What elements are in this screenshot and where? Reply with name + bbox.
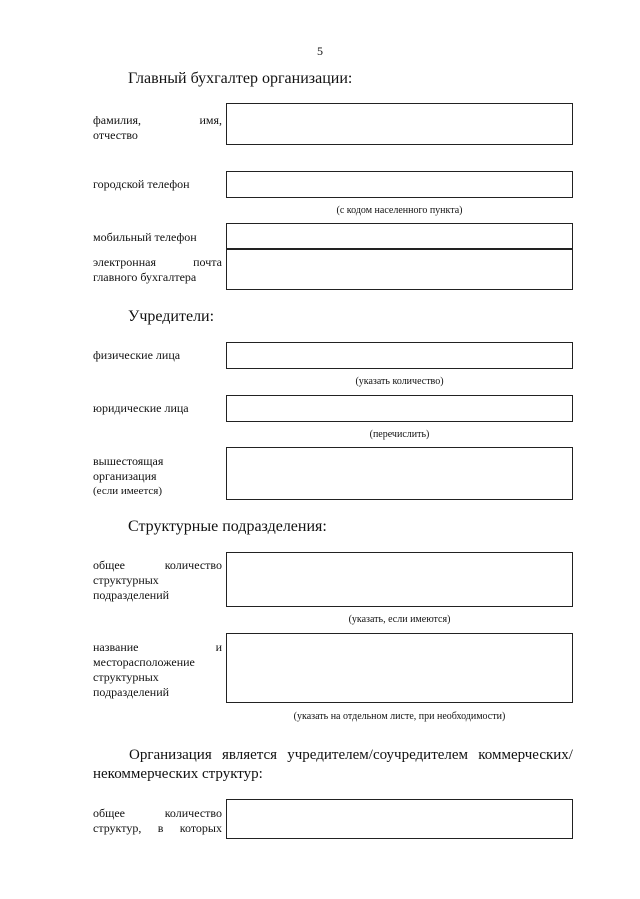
divisions-names-label-word: и [215,640,222,654]
individuals-hint: (указать количество) [355,376,444,387]
divisions-names-label-word: название [93,640,139,654]
full-name-field[interactable] [226,103,573,145]
parent-org-label [93,454,163,499]
parent-org-label-line: организация [93,469,157,483]
legal-entities-hint: (перечислить) [369,429,430,440]
legal-entities-label: юридические лица [93,401,189,415]
divisions-total-label-line: структурных [93,573,159,587]
divisions-total-label [93,558,222,603]
chief-accountant-heading: Главный бухгалтер организации: [128,70,353,87]
email-label-word: электронная [93,255,156,269]
structures-total-label [93,806,222,836]
mobile-phone-label: мобильный телефон [93,230,197,244]
founder-of-paragraph-word: коммерческих/ [478,747,573,763]
individuals-field[interactable] [226,342,573,369]
city-phone-field[interactable] [226,171,573,198]
email-label [93,255,222,285]
city-phone-hint: (с кодом населенного пункта) [336,205,463,216]
structures-total-label-word: общее [93,806,125,820]
full-name-label-line: отчество [93,128,138,142]
city-phone-label: городской телефон [93,177,190,191]
email-label-line: главного бухгалтера [93,270,197,284]
full-name-label-word: имя, [199,113,222,127]
page-number: 5 [317,44,323,58]
structures-total-label-word: количество [164,806,222,820]
full-name-label [93,113,222,143]
divisions-total-label-word: количество [164,558,222,572]
divisions-names-field[interactable] [226,633,573,703]
parent-org-label-line: вышестоящая [93,454,164,468]
parent-org-field[interactable] [226,447,573,500]
divisions-total-field[interactable] [226,552,573,607]
structures-total-field[interactable] [226,799,573,839]
divisions-total-hint: (указать, если имеются) [348,614,451,625]
divisions-names-label-line: подразделений [93,685,170,699]
founders-heading: Учредители: [128,308,215,325]
divisions-total-label-line: подразделений [93,588,170,602]
founder-of-paragraph-line: некоммерческих структур: [93,766,263,782]
founder-of-paragraph-word: является [221,747,278,763]
email-label-word: почта [193,255,222,269]
divisions-heading: Структурные подразделения: [128,518,327,535]
founder-of-paragraph-word: Организация [129,747,212,763]
parent-org-label-note: (если имеется) [93,485,162,497]
mobile-phone-field[interactable] [226,223,573,249]
divisions-names-hint: (указать на отдельном листе, при необходимости) [293,711,506,722]
legal-entities-field[interactable] [226,395,573,422]
divisions-names-label-line: месторасположение [93,655,195,669]
structures-total-label-word: в [157,821,164,835]
divisions-total-label-word: общее [93,558,125,572]
email-field[interactable] [226,249,573,290]
founder-of-paragraph-word: учредителем/соучредителем [287,747,469,763]
full-name-label-word: фамилия, [93,113,142,127]
individuals-label: физические лица [93,348,181,362]
divisions-names-label-line: структурных [93,670,159,684]
founder-of-paragraph [93,746,573,784]
structures-total-label-word: структур, [93,821,142,835]
structures-total-label-word: которых [179,821,222,835]
divisions-names-label [93,640,222,700]
